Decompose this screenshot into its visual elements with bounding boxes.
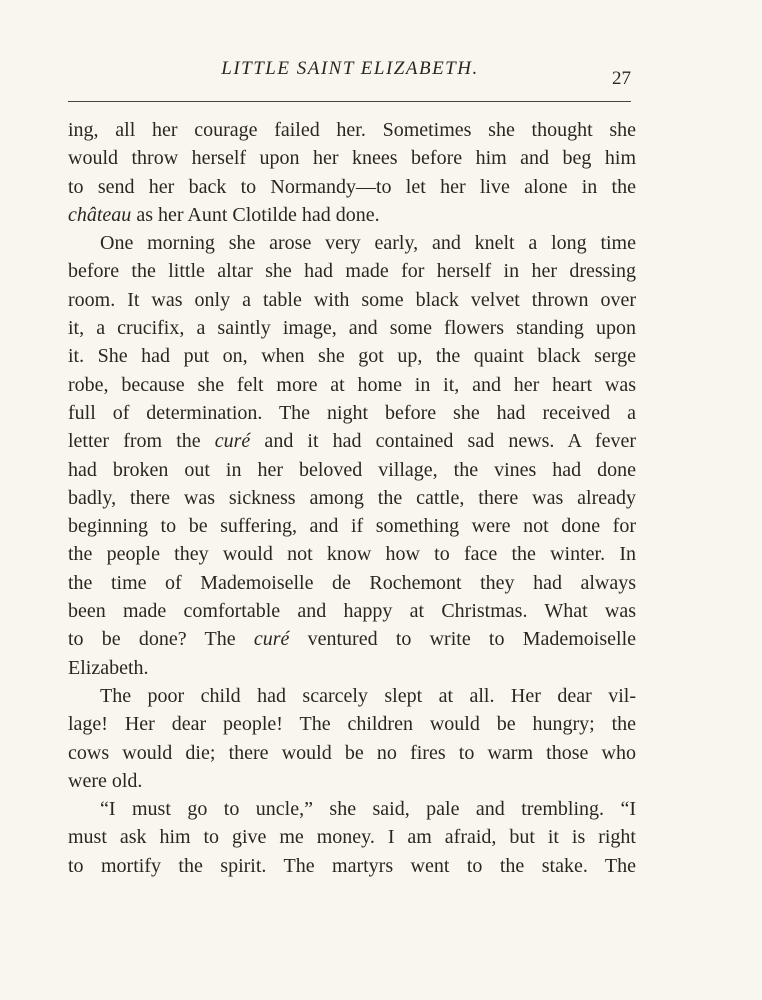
text-line: badly, there was sickness among the cattle, there was already (68, 486, 636, 509)
text-line: château as her Aunt Clotilde had done. (68, 203, 380, 226)
text-line: beginning to be suffering, and if something were not done for (68, 515, 636, 538)
running-head-title: LITTLE SAINT ELIZABETH. (221, 58, 479, 79)
text-line: cows would die; there would be no fires to warm those who (68, 741, 636, 764)
page-number: 27 (612, 68, 631, 89)
header-rule (68, 101, 631, 102)
text-line: it. She had put on, when she got up, the quaint black serge (68, 345, 636, 368)
italic-word: curé (253, 628, 290, 651)
body-text (68, 116, 636, 880)
text-line: full of determination. The night before she had received a (68, 401, 636, 424)
text-line: were old. (68, 769, 143, 792)
text-line: letter from the curé and it had contained sad news. A fever (68, 430, 636, 453)
text-line: must ask him to give me money. I am afraid, but it is right (68, 826, 636, 849)
text-line: had broken out in her beloved village, the vines had done (68, 458, 636, 481)
text-line: One morning she arose very early, and knelt a long time (100, 232, 636, 255)
text-line: been made comfortable and happy at Christmas. What was (68, 600, 636, 623)
text-line: “I must go to uncle,” she said, pale and trembling. “I (100, 798, 636, 821)
text-line: lage! Her dear people! The children would be hungry; the (68, 713, 636, 736)
text-line: to be done? The curé ventured to write to Mademoiselle (68, 628, 637, 651)
text-line: before the little altar she had made for herself in her dressing (68, 260, 636, 283)
text-line: the people they would not know how to face the winter. In (68, 543, 636, 566)
text-line: ing, all her courage failed her. Sometimes she thought she (68, 119, 636, 141)
italic-word: château (68, 203, 132, 226)
text-line: robe, because she felt more at home in it, and her heart was (68, 373, 636, 396)
text-line: The poor child had scarcely slept at all. Her dear vil- (100, 684, 636, 707)
text-line: Elizabeth. (68, 656, 149, 679)
text-line: would throw herself upon her knees before him and beg him (68, 147, 636, 170)
italic-word: curé (214, 430, 251, 453)
text-line: to send her back to Normandy—to let her live alone in the (68, 175, 636, 198)
text-line: it, a crucifix, a saintly image, and some flowers standing upon (68, 317, 636, 340)
text-line: to mortify the spirit. The martyrs went to the stake. The (68, 854, 636, 877)
text-line: room. It was only a table with some black velvet thrown over (68, 288, 636, 311)
text-line: the time of Mademoiselle de Rochemont they had always (68, 571, 636, 594)
